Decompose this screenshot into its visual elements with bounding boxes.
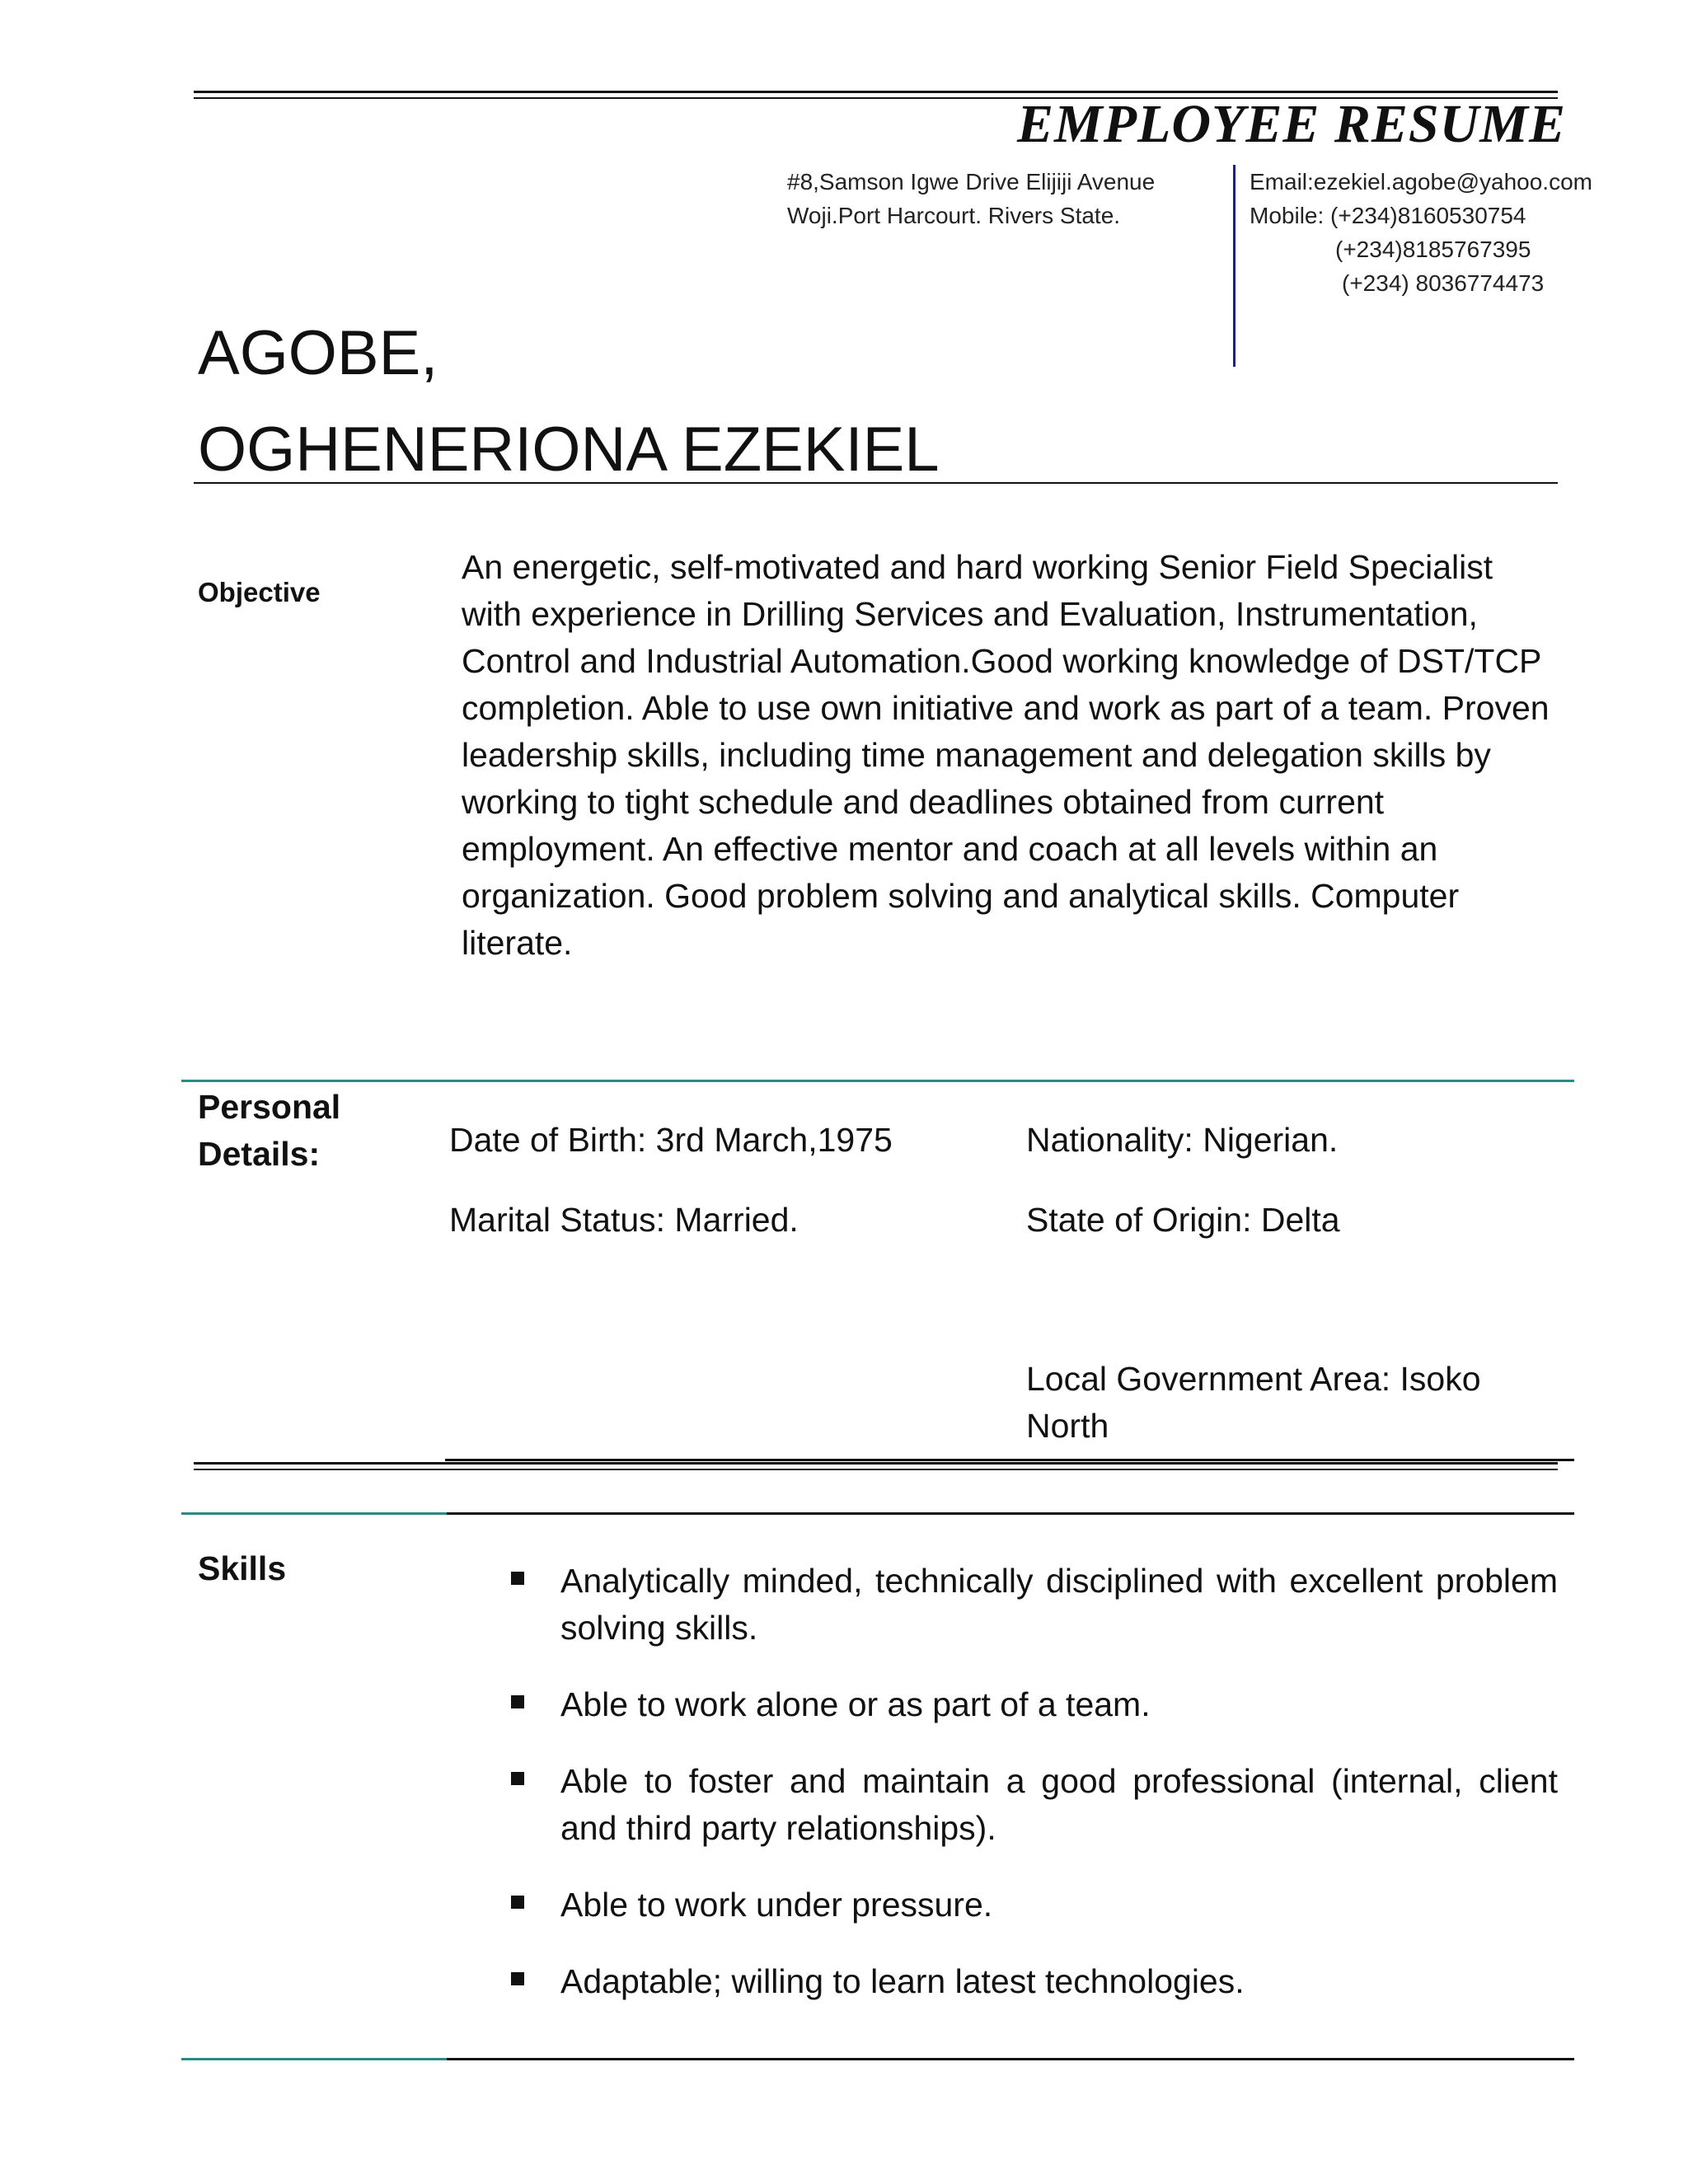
skill-text: Able to work alone or as part of a team. bbox=[560, 1685, 1151, 1723]
bullet-square-icon bbox=[511, 1896, 524, 1909]
skills-bottom-rule-teal bbox=[181, 2058, 447, 2060]
personal-bottom-rule-right bbox=[445, 1459, 1574, 1461]
personal-details-label bbox=[198, 1084, 340, 1178]
skills-top-rule-teal bbox=[181, 1512, 447, 1515]
personal-top-rule bbox=[181, 1080, 1574, 1082]
skill-item bbox=[511, 1681, 1558, 1728]
document-title: EMPLOYEE RESUME bbox=[1017, 94, 1566, 154]
skills-label: Skills bbox=[198, 1549, 287, 1587]
mobile-line-1: Mobile: (+234)8160530754 bbox=[1250, 203, 1526, 228]
date-of-birth: Date of Birth: 3rd March,1975 bbox=[449, 1121, 893, 1159]
skill-item bbox=[511, 1882, 1558, 1929]
contact-divider bbox=[1233, 165, 1236, 367]
bullet-square-icon bbox=[511, 1572, 524, 1585]
given-names: OGHENERIONA EZEKIEL bbox=[198, 415, 940, 485]
objective-text: An energetic, self-motivated and hard working Senior Field Specialist with experience in Drilling Services and Evaluation, Instrumentation, Control and Industrial Automation.Good working knowledge of DST/TCP completion. Able to use own initiative and work as part of a team. Proven leadership skills, including time management and delegation skills by working to tight schedule and deadlines obtained from current employment. An effective mentor and coach at all levels within an organization. Good problem solving and analytical skills. Computer literate. bbox=[462, 548, 1550, 962]
skill-text: Analytically minded, technically disciplined with excellent problem solving skills. bbox=[560, 1562, 1558, 1647]
skill-item bbox=[511, 1558, 1558, 1652]
mobile-line-3: (+234) 8036774473 bbox=[1342, 270, 1545, 296]
skills-list bbox=[511, 1558, 1558, 2035]
address-line-2: Woji.Port Harcourt. Rivers State. bbox=[787, 203, 1121, 228]
name-underline bbox=[194, 482, 1558, 484]
state-of-origin: State of Origin: Delta bbox=[1026, 1201, 1340, 1239]
email-text: Email:ezekiel.agobe@yahoo.com bbox=[1250, 169, 1592, 194]
top-double-rule bbox=[194, 91, 1558, 93]
nationality: Nationality: Nigerian. bbox=[1026, 1121, 1339, 1159]
address-line-1: #8,Samson Igwe Drive Elijiji Avenue bbox=[787, 169, 1156, 194]
skills-bottom-rule bbox=[447, 2058, 1574, 2060]
marital-status: Marital Status: Married. bbox=[449, 1201, 799, 1239]
skill-text: Able to work under pressure. bbox=[560, 1886, 993, 1924]
bullet-square-icon bbox=[511, 1972, 524, 1985]
skill-item bbox=[511, 1958, 1558, 2005]
mobile-line-2: (+234)8185767395 bbox=[1335, 237, 1531, 262]
skill-item bbox=[511, 1758, 1558, 1852]
personal-bottom-double-b bbox=[194, 1469, 1558, 1470]
personal-bottom-double-a bbox=[194, 1462, 1558, 1465]
surname: AGOBE, bbox=[198, 318, 438, 388]
bullet-square-icon bbox=[511, 1695, 524, 1708]
candidate-name bbox=[198, 305, 940, 498]
personal-label-line1: Personal bbox=[198, 1088, 341, 1126]
local-government-area: Local Government Area: Isoko North bbox=[1026, 1360, 1481, 1445]
skills-top-rule bbox=[447, 1512, 1574, 1515]
personal-label-line2: Details: bbox=[198, 1135, 321, 1173]
skill-text: Adaptable; willing to learn latest technologies. bbox=[560, 1962, 1245, 2000]
skill-text: Able to foster and maintain a good professional (internal, client and third party relationships). bbox=[560, 1762, 1558, 1847]
objective-label: Objective bbox=[198, 577, 321, 607]
bullet-square-icon bbox=[511, 1772, 524, 1785]
